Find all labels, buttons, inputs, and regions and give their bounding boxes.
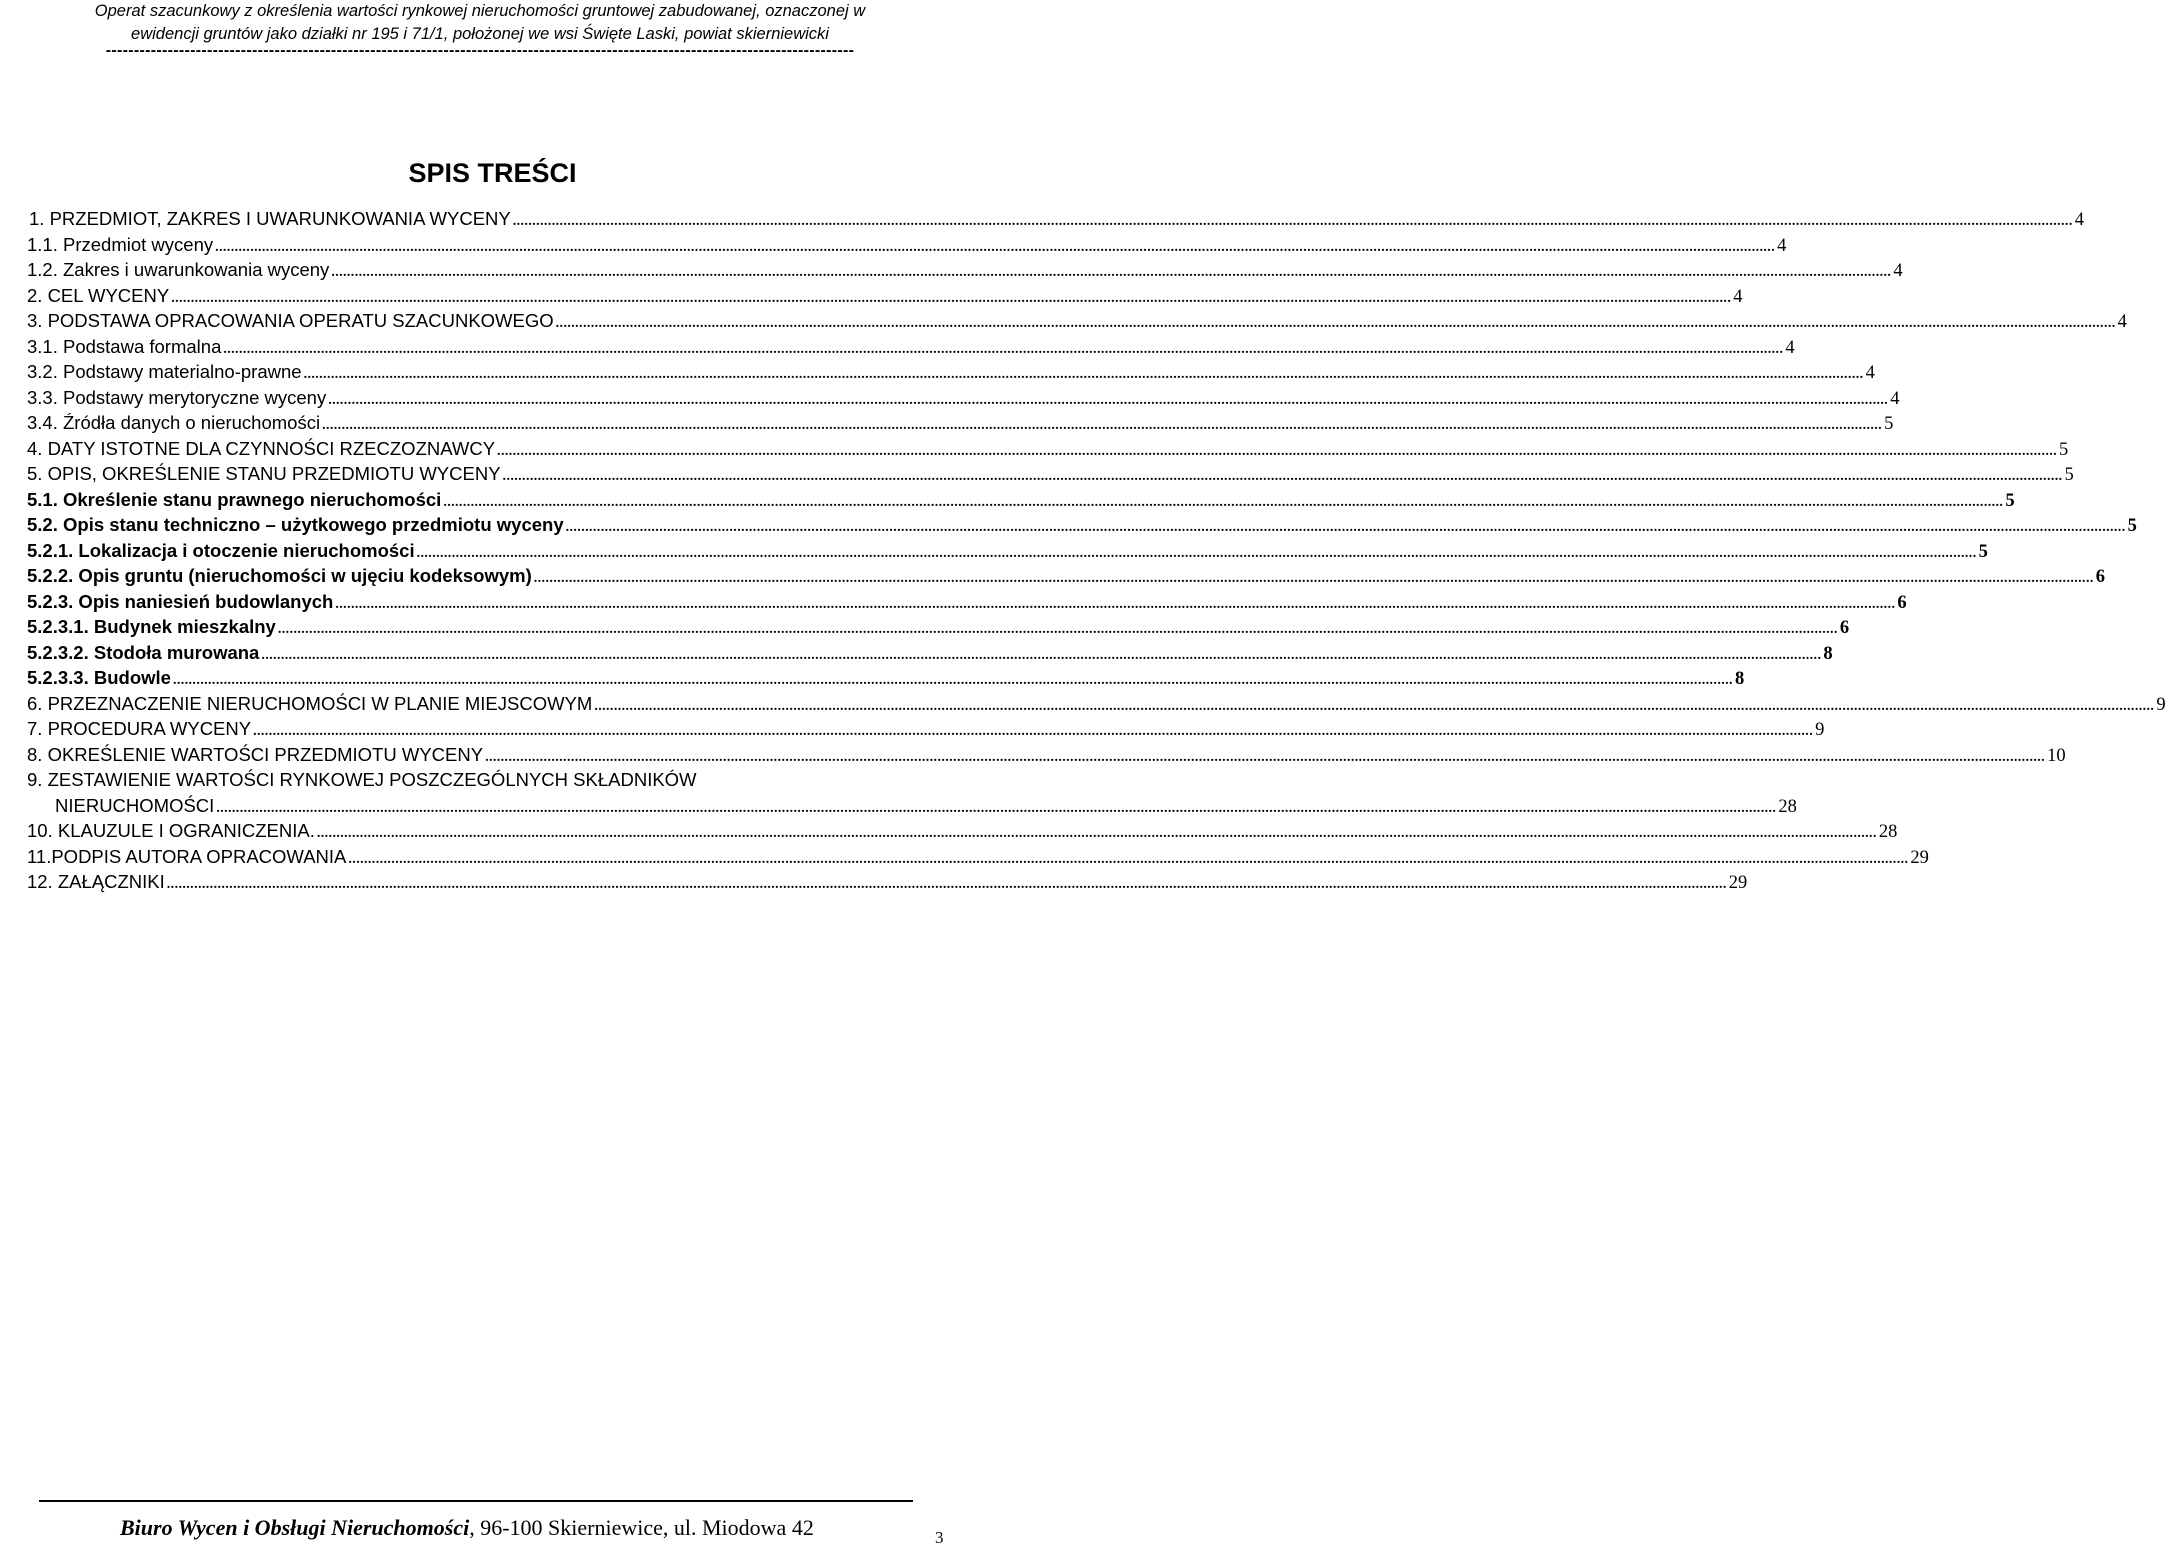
- toc-entry[interactable]: [27, 845, 1929, 872]
- toc-dot-leader: ................................................................................................................................................................................................................................................................................................................................................................................................................: [316, 826, 1877, 841]
- toc-entry-label: 1.2. Zakres i uwarunkowania wyceny: [27, 259, 330, 280]
- toc-entry-page: 5: [2005, 490, 2015, 511]
- toc-entry[interactable]: [27, 310, 2127, 336]
- toc-entry[interactable]: [27, 284, 1743, 311]
- toc-entry-page: 9: [2156, 694, 2166, 715]
- toc-entry-label: 10. KLAUZULE I OGRANICZENIA.: [27, 820, 315, 841]
- toc-dot-leader: ................................................................................................................................................................................................................................................................................................................................................................................................................: [594, 698, 2155, 714]
- toc-dot-leader: ................................................................................................................................................................................................................................................................................................................................................................................................................: [416, 545, 1977, 561]
- toc-dot-leader: ................................................................................................................................................................................................................................................................................................................................................................................................................: [331, 265, 1892, 280]
- page-title: SPIS TREŚCI: [408, 158, 577, 188]
- toc-entry-page: 9: [1815, 720, 1825, 740]
- toc-entry[interactable]: [27, 233, 1787, 260]
- toc-entry-page: 6: [1897, 592, 1907, 613]
- toc-entry-page: 29: [1728, 873, 1748, 893]
- toc-dot-leader: ................................................................................................................................................................................................................................................................................................................................................................................................................: [215, 239, 1776, 255]
- toc-entry-label: 2. CEL WYCENY: [27, 284, 170, 306]
- document-footer: [120, 1515, 814, 1541]
- toc-entry-page: 5: [2064, 465, 2074, 485]
- toc-entry[interactable]: [27, 488, 2015, 515]
- toc-entry-page: 29: [1910, 847, 1929, 868]
- toc-entry-page: 5: [2127, 516, 2137, 536]
- toc-entry[interactable]: [27, 565, 2105, 591]
- toc-entry-label: 12. ZAŁĄCZNIKI: [27, 871, 165, 892]
- toc-dot-leader: ................................................................................................................................................................................................................................................................................................................................................................................................................: [303, 367, 1864, 382]
- toc-entry[interactable]: [27, 590, 1907, 617]
- toc-dot-leader: ................................................................................................................................................................................................................................................................................................................................................................................................................: [555, 316, 2116, 331]
- toc-entry-page: 5: [1978, 541, 1988, 562]
- header-separator: -------------------------------------------------------------------------------------------------------------------------------------: [105, 42, 855, 59]
- toc-dot-leader: ................................................................................................................................................................................................................................................................................................................................................................................................................: [172, 673, 1733, 688]
- toc-entry-label: NIERUCHOMOŚCI: [55, 794, 215, 816]
- toc-entry[interactable]: [27, 437, 2069, 464]
- toc-dot-leader: ................................................................................................................................................................................................................................................................................................................................................................................................................: [497, 443, 2058, 459]
- toc-entry[interactable]: [27, 692, 2166, 719]
- toc-entry[interactable]: [27, 794, 1797, 821]
- toc-entry-page: 4: [1865, 363, 1875, 383]
- toc-entry-page: 10: [2047, 745, 2066, 766]
- toc-entry-label: 5.2.1. Lokalizacja i otoczenie nieruchomości: [27, 539, 415, 561]
- toc-dot-leader: ................................................................................................................................................................................................................................................................................................................................................................................................................: [171, 290, 1732, 306]
- toc-entry[interactable]: [27, 641, 1833, 668]
- toc-dot-leader: ................................................................................................................................................................................................................................................................................................................................................................................................................: [335, 596, 1896, 612]
- toc-entry-label: 11.PODPIS AUTORA OPRACOWANIA: [27, 845, 347, 867]
- toc-dot-leader: ................................................................................................................................................................................................................................................................................................................................................................................................................: [512, 214, 2073, 229]
- toc-entry[interactable]: [27, 871, 1748, 897]
- toc-entry[interactable]: [27, 335, 1795, 362]
- toc-entry[interactable]: [27, 386, 1900, 413]
- toc-dot-leader: ................................................................................................................................................................................................................................................................................................................................................................................................................: [328, 392, 1889, 408]
- toc-entry[interactable]: [27, 514, 2137, 540]
- toc-entry-label: 5.2. Opis stanu techniczno – użytkowego przedmiotu wyceny: [27, 514, 564, 535]
- toc-entry[interactable]: [27, 208, 2084, 234]
- toc-entry-label: 3.1. Podstawa formalna: [27, 335, 222, 357]
- toc-entry[interactable]: [27, 769, 911, 795]
- toc-entry-label: 3.2. Podstawy materialno-prawne: [27, 361, 302, 382]
- toc-entry-page: 6: [2095, 567, 2105, 587]
- toc-dot-leader: ................................................................................................................................................................................................................................................................................................................................................................................................................: [253, 724, 1814, 739]
- footer-rule: [39, 1500, 913, 1502]
- toc-entry-label: 3.3. Podstawy merytoryczne wyceny: [27, 386, 327, 408]
- toc-entry-label: 5.2.3.3. Budowle: [27, 667, 171, 688]
- toc-entry-page: 4: [1733, 286, 1743, 307]
- page-number: 3: [935, 1528, 944, 1547]
- toc-entry-label: 8. OKREŚLENIE WARTOŚCI PRZEDMIOTU WYCENY: [27, 743, 484, 765]
- toc-dot-leader: ................................................................................................................................................................................................................................................................................................................................................................................................................: [223, 341, 1784, 357]
- toc-dot-leader: ................................................................................................................................................................................................................................................................................................................................................................................................................: [485, 749, 2046, 765]
- toc-dot-leader: ................................................................................................................................................................................................................................................................................................................................................................................................................: [502, 469, 2063, 484]
- toc-entry-page: 4: [1893, 261, 1903, 281]
- toc-entry-page: 5: [1884, 414, 1894, 434]
- toc-dot-leader: ................................................................................................................................................................................................................................................................................................................................................................................................................: [166, 877, 1727, 892]
- toc-dot-leader: ................................................................................................................................................................................................................................................................................................................................................................................................................: [443, 494, 2004, 510]
- toc-dot-leader: ................................................................................................................................................................................................................................................................................................................................................................................................................: [277, 622, 1838, 637]
- toc-entry-page: 8: [1734, 669, 1745, 689]
- toc-entry-label: 9. ZESTAWIENIE WARTOŚCI RYNKOWEJ POSZCZEGÓLNYCH SKŁADNIKÓW: [27, 769, 697, 790]
- toc-entry-page: 4: [1785, 337, 1795, 358]
- toc-dot-leader: ................................................................................................................................................................................................................................................................................................................................................................................................................: [261, 647, 1822, 663]
- toc-entry-label: 5.1. Określenie stanu prawnego nieruchomości: [27, 488, 442, 510]
- toc-entry[interactable]: [27, 718, 1825, 744]
- toc-entry-page: 28: [1878, 822, 1898, 842]
- toc-entry-page: 8: [1823, 643, 1833, 664]
- toc-entry-page: 4: [1890, 388, 1900, 409]
- toc-dot-leader: ................................................................................................................................................................................................................................................................................................................................................................................................................: [533, 571, 2094, 586]
- toc-entry-label: 4. DATY ISTOTNE DLA CZYNNOŚCI RZECZOZNAWCY: [27, 437, 496, 459]
- toc-dot-leader: ................................................................................................................................................................................................................................................................................................................................................................................................................: [216, 800, 1777, 816]
- toc-entry-label: 3. PODSTAWA OPRACOWANIA OPERATU SZACUNKOWEGO: [27, 310, 554, 331]
- toc-entry-label: 5.2.3. Opis naniesień budowlanych: [27, 590, 334, 612]
- header-line-1: Operat szacunkowy z określenia wartości rynkowej nieruchomości gruntowej zabudowanej, oznaczonej w: [94, 2, 866, 20]
- footer-address: , 96-100 Skierniewice, ul. Miodowa 42: [469, 1515, 814, 1540]
- header-line-2: ewidencji gruntów jako działki nr 195 i 71/1, położonej we wsi Święte Laski, powiat skierniewicki: [131, 25, 829, 43]
- toc-entry[interactable]: [27, 412, 1894, 438]
- toc-entry[interactable]: [27, 539, 1988, 566]
- toc-entry-page: 28: [1778, 796, 1797, 817]
- toc-entry-page: 4: [2117, 312, 2127, 332]
- toc-entry-label: 7. PROCEDURA WYCENY: [27, 718, 252, 739]
- toc-dot-leader: ................................................................................................................................................................................................................................................................................................................................................................................................................: [565, 520, 2126, 535]
- toc-entry-label: 5.2.3.1. Budynek mieszkalny: [27, 616, 276, 637]
- toc-entry-page: 4: [1777, 235, 1787, 256]
- toc-entry-label: 1. PRZEDMIOT, ZAKRES I UWARUNKOWANIA WYCENY: [29, 208, 511, 229]
- toc-entry-label: 5. OPIS, OKREŚLENIE STANU PRZEDMIOTU WYCENY: [27, 463, 501, 484]
- toc-entry[interactable]: [27, 463, 2074, 489]
- toc-entry-page: 4: [2074, 210, 2084, 230]
- toc-entry-label: 5.2.2. Opis gruntu (nieruchomości w ujęciu kodeksowym): [27, 565, 532, 586]
- toc-dot-leader: ................................................................................................................................................................................................................................................................................................................................................................................................................: [348, 851, 1909, 867]
- toc-entry-label: 5.2.3.2. Stodoła murowana: [27, 641, 260, 663]
- toc-entry-label: 1.1. Przedmiot wyceny: [27, 233, 214, 255]
- document-header: [0, 0, 960, 46]
- toc-entry[interactable]: [27, 667, 1745, 693]
- toc-entry[interactable]: [27, 361, 1875, 387]
- table-of-contents: [27, 208, 2166, 897]
- toc-entry[interactable]: [27, 820, 1898, 846]
- toc-entry-label: 6. PRZEZNACZENIE NIERUCHOMOŚCI W PLANIE MIEJSCOWYM: [27, 692, 593, 714]
- toc-entry[interactable]: [27, 743, 2066, 770]
- toc-entry[interactable]: [27, 259, 1903, 285]
- toc-entry-label: 3.4. Źródła danych o nieruchomości: [27, 412, 321, 433]
- footer-office-name: Biuro Wycen i Obsługi Nieruchomości: [120, 1515, 470, 1540]
- toc-entry-page: 5: [2059, 439, 2069, 460]
- toc-dot-leader: ................................................................................................................................................................................................................................................................................................................................................................................................................: [322, 418, 1883, 433]
- toc-entry[interactable]: [27, 616, 1850, 642]
- toc-entry-page: 6: [1839, 618, 1850, 638]
